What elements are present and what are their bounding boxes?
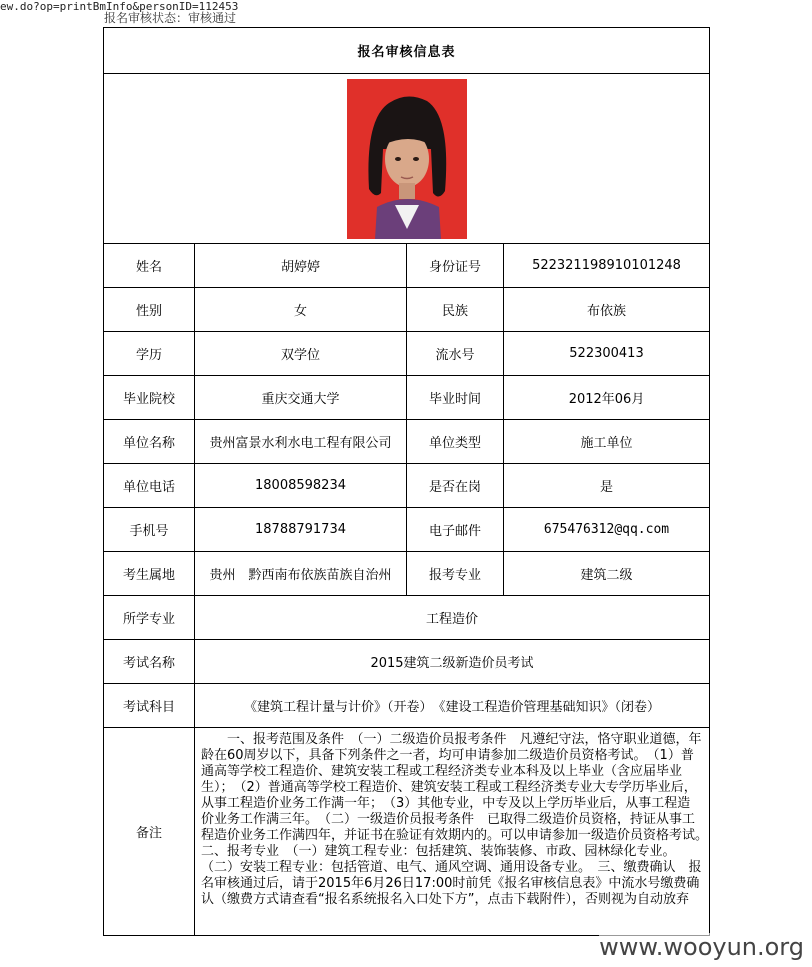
- exam-name-value: 2015建筑二级新造价员考试: [195, 640, 710, 684]
- school-value: 重庆交通大学: [195, 376, 407, 420]
- form-title: 报名审核信息表: [104, 28, 710, 74]
- major-label: 所学专业: [104, 596, 195, 640]
- on-duty-value: 是: [504, 464, 710, 508]
- watermark: www.wooyun.org: [599, 933, 804, 961]
- applied-major-label: 报考专业: [407, 552, 504, 596]
- on-duty-label: 是否在岗: [407, 464, 504, 508]
- ethnicity-value: 布依族: [504, 288, 710, 332]
- education-label: 学历: [104, 332, 195, 376]
- employer-type-value: 施工单位: [504, 420, 710, 464]
- mobile-value: 18788791734: [195, 508, 407, 552]
- employer-phone-value: 18008598234: [195, 464, 407, 508]
- mobile-label: 手机号: [104, 508, 195, 552]
- applied-major-value: 建筑二级: [504, 552, 710, 596]
- gender-value: 女: [195, 288, 407, 332]
- graduation-date-label: 毕业时间: [407, 376, 504, 420]
- remarks-label: 备注: [104, 728, 195, 936]
- email-value: 675476312@qq.com: [504, 508, 710, 552]
- name-label: 姓名: [104, 244, 195, 288]
- serial-number-value: 522300413: [504, 332, 710, 376]
- email-label: 电子邮件: [407, 508, 504, 552]
- employer-type-label: 单位类型: [407, 420, 504, 464]
- region-label: 考生属地: [104, 552, 195, 596]
- employer-label: 单位名称: [104, 420, 195, 464]
- applicant-photo: [347, 79, 467, 239]
- photo-cell: [104, 74, 710, 244]
- exam-subjects-value: 《建筑工程计量与计价》（开卷） 《建设工程造价管理基础知识》（闭卷）: [195, 684, 710, 728]
- school-label: 毕业院校: [104, 376, 195, 420]
- education-value: 双学位: [195, 332, 407, 376]
- region-value: 贵州 黔西南布依族苗族自治州: [195, 552, 407, 596]
- address-bar-url: ew.do?op=printBmInfo&personID=112453: [0, 0, 239, 13]
- exam-name-label: 考试名称: [104, 640, 195, 684]
- ethnicity-label: 民族: [407, 288, 504, 332]
- registration-info-table: [103, 27, 715, 936]
- remarks-value: 一、报考范围及条件 （一）二级造价员报考条件 凡遵纪守法，恪守职业道德，年龄在60周岁以下，具备下列条件之一者，均可申请参加二级造价员资格考试。 （1）普通高等学校工程造价、建筑安装工程或工程经济类专业本科及以上毕业（含应届毕业生）； （2）普通高等学校工程造价、建筑安装工程或工程经济类专业大专学历毕业后，从事工程造价业务工作满一年； （3）其他专业，中专及以上学历毕业后，从事工程造价业务工作满三年。 （二）一级造价员报考条件 已取得二级造价员资格，持证从事工程造价业务工作满四年，并证书在验证有效期内的。可以申请参加一级造价员资格考试。 二、报考专业 （一）建筑工程专业：包括建筑、装饰装修、市政、园林绿化专业。 （二）安装工程专业：包括管道、电气、通风空调、通用设备专业。 三、缴费确认 报名审核通过后，请于2015年6月26日17:00时前凭《报名审核信息表》中流水号缴费确认（缴费方式请查看“报名系统报名入口处下方”，点击下载附件），否则视为自动放弃: [195, 728, 710, 936]
- graduation-date-value: 2012年06月: [504, 376, 710, 420]
- major-value: 工程造价: [195, 596, 710, 640]
- audit-status-text: 报名审核状态：审核通过: [104, 11, 237, 25]
- employer-value: 贵州富景水利水电工程有限公司: [195, 420, 407, 464]
- id-number-label: 身份证号: [407, 244, 504, 288]
- serial-number-label: 流水号: [407, 332, 504, 376]
- id-number-value: 522321198910101248: [504, 244, 710, 288]
- name-value: 胡婷婷: [195, 244, 407, 288]
- exam-subjects-label: 考试科目: [104, 684, 195, 728]
- employer-phone-label: 单位电话: [104, 464, 195, 508]
- gender-label: 性别: [104, 288, 195, 332]
